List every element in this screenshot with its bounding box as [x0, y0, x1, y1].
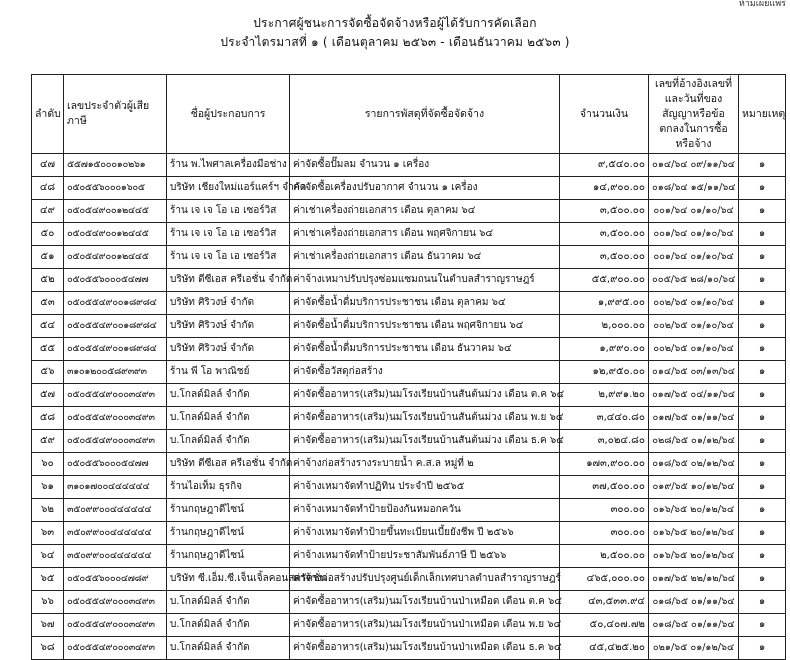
cell-tax-id: ๐๕๐๕๕๔๙๐๐๐๓๔๙๓: [64, 384, 167, 407]
cell-vendor: ร้าน พ.ไพศาลเครื่องมือช่าง: [167, 154, 290, 177]
cell-tax-id: ๓๑๐๑๒๐๐๕๘๙๓๙๓: [64, 361, 167, 384]
cell-note: ๑: [739, 453, 786, 476]
cell-reference: ๐๑๖/๖๕ ๒๐/๑๒/๖๔: [649, 499, 739, 522]
cell-reference: ๐๐๑/๖๔ ๐๑/๑๐/๖๔: [649, 200, 739, 223]
table-row: [32, 430, 786, 453]
corner-mark: ห้ามเผยแพร่: [738, 0, 786, 9]
cell-amount: ๑๒,๙๕๐.๐๐: [560, 361, 649, 384]
cell-note: ๑: [739, 315, 786, 338]
cell-no: ๔๙: [32, 200, 64, 223]
cell-reference: ๐๑๙/๖๕ ๑๐/๑๒/๖๔: [649, 476, 739, 499]
cell-tax-id: ๐๕๐๕๔๙๐๐๑๒๔๔๕: [64, 246, 167, 269]
cell-note: ๑: [739, 269, 786, 292]
cell-vendor: บริษัท ดีซีเอส ครีเอชั่น จำกัด: [167, 453, 290, 476]
cell-tax-id: ๐๕๐๕๕๔๙๐๐๑๘๙๘๔: [64, 338, 167, 361]
cell-vendor: บริษัท ดีซีเอส ครีเอชั่น จำกัด: [167, 269, 290, 292]
cell-tax-id: ๐๕๐๕๕๖๐๐๐๕๔๗๗: [64, 269, 167, 292]
table-row: [32, 315, 786, 338]
table-row: [32, 223, 786, 246]
cell-no: ๖๕: [32, 568, 64, 591]
cell-amount: ๑๔,๙๐๐.๐๐: [560, 177, 649, 200]
cell-note: ๑: [739, 614, 786, 637]
cell-amount: ๕๕,๙๐๐.๐๐: [560, 269, 649, 292]
table-row: [32, 499, 786, 522]
col-header-vendor: ชื่อผู้ประกอบการ: [167, 75, 290, 154]
cell-tax-id: ๕๕๗๑๕๐๐๐๑๐๒๖๑: [64, 154, 167, 177]
cell-note: ๑: [739, 407, 786, 430]
cell-no: ๖๒: [32, 499, 64, 522]
cell-reference: ๐๐๒/๖๕ ๐๑/๑๐/๖๔: [649, 292, 739, 315]
cell-note: ๑: [739, 499, 786, 522]
cell-amount: ๓๗,๕๐๐.๐๐: [560, 476, 649, 499]
table-row: [32, 614, 786, 637]
cell-reference: ๐๑๗/๖๕ ๒๒/๑๒/๖๔: [649, 568, 739, 591]
table-row: [32, 453, 786, 476]
cell-item: ค่าจ้างเหมาจัดทำปฏิทิน ประจำปี ๒๕๖๕: [290, 476, 560, 499]
table-row: [32, 522, 786, 545]
table-body: [32, 154, 786, 660]
col-header-no: ลำดับ: [32, 75, 64, 154]
cell-no: ๕๐: [32, 223, 64, 246]
table-row: [32, 154, 786, 177]
cell-tax-id: ๐๕๐๕๕๖๐๐๐๑๖๐๕: [64, 177, 167, 200]
cell-amount: ๓๐๐.๐๐: [560, 499, 649, 522]
cell-reference: ๐๐๑/๖๔ ๐๑/๑๐/๖๔: [649, 246, 739, 269]
cell-no: ๕๗: [32, 384, 64, 407]
cell-no: ๖๓: [32, 522, 64, 545]
cell-vendor: บ.โกลด์มิลล์ จำกัด: [167, 614, 290, 637]
cell-item: ค่าจัดซื้อน้ำดื่มบริการประชาชน เดือน ตุลาคม ๖๔: [290, 292, 560, 315]
col-header-note: หมายเหตุ: [739, 75, 786, 154]
cell-tax-id: ๐๕๐๕๕๔๙๐๐๑๘๙๘๔: [64, 315, 167, 338]
cell-note: ๑: [739, 154, 786, 177]
cell-amount: ๑,๙๙๕.๐๐: [560, 292, 649, 315]
table-row: [32, 246, 786, 269]
document-title: ประกาศผู้ชนะการจัดซื้อจัดจ้างหรือผู้ได้รับการคัดเลือก: [253, 16, 537, 30]
cell-no: ๔๘: [32, 177, 64, 200]
table-row: [32, 407, 786, 430]
cell-reference: ๐๐๒/๖๕ ๐๑/๑๐/๖๔: [649, 338, 739, 361]
cell-item: ค่าจ้างเหมาจัดทำป้ายขึ้นทะเบียนเบี้ยยังชีพ ปี ๒๕๖๖: [290, 522, 560, 545]
cell-reference: ๐๑๘/๖๕ ๐๑/๑๑/๖๔: [649, 591, 739, 614]
cell-note: ๑: [739, 200, 786, 223]
cell-note: ๑: [739, 223, 786, 246]
cell-tax-id: ๓๕๐๙๙๐๐๔๔๔๔๔๔: [64, 499, 167, 522]
cell-vendor: บ.โกลด์มิลล์ จำกัด: [167, 591, 290, 614]
cell-vendor: ร้าน เจ เจ โอ เอ เซอร์วิส: [167, 200, 290, 223]
cell-tax-id: ๐๕๐๕๔๙๐๐๑๒๔๔๕: [64, 223, 167, 246]
cell-vendor: บริษัท ศิริวงษ์ จำกัด: [167, 315, 290, 338]
cell-reference: ๐๑๖/๖๕ ๒๐/๑๒/๖๔: [649, 522, 739, 545]
cell-item: ค่าจัดซื้อน้ำดื่มบริการประชาชน เดือน ธันวาคม ๖๔: [290, 338, 560, 361]
cell-tax-id: ๐๕๐๕๕๔๙๐๐๐๓๔๙๓: [64, 614, 167, 637]
cell-reference: ๐๑๔/๖๕ ๐๓/๑๓/๖๔: [649, 361, 739, 384]
cell-tax-id: ๐๕๐๕๔๙๐๐๑๒๔๔๕: [64, 200, 167, 223]
col-header-tax-id: เลขประจำตัวผู้เสียภาษี: [64, 75, 167, 154]
cell-note: ๑: [739, 292, 786, 315]
cell-vendor: ร้านกฤษฎาดีไซน์: [167, 545, 290, 568]
table-row: [32, 338, 786, 361]
cell-note: ๑: [739, 430, 786, 453]
table-row: [32, 200, 786, 223]
cell-item: ค่าจัดซื้ออาหาร(เสริม)นมโรงเรียนบ้านสันต้นม่วง เดือน ต.ค ๖๔: [290, 384, 560, 407]
cell-no: ๔๗: [32, 154, 64, 177]
cell-no: ๕๕: [32, 338, 64, 361]
table-row: [32, 292, 786, 315]
cell-no: ๕๒: [32, 269, 64, 292]
cell-note: ๑: [739, 338, 786, 361]
cell-tax-id: ๐๕๐๕๕๔๙๐๐๐๓๔๙๓: [64, 591, 167, 614]
cell-vendor: บ.โกลด์มิลล์ จำกัด: [167, 407, 290, 430]
cell-tax-id: ๐๕๐๕๕๔๙๐๐๐๓๔๙๓: [64, 407, 167, 430]
cell-no: ๕๔: [32, 315, 64, 338]
cell-vendor: ร้านกฤษฎาดีไซน์: [167, 499, 290, 522]
cell-no: ๕๘: [32, 407, 64, 430]
cell-vendor: บ.โกลด์มิลล์ จำกัด: [167, 430, 290, 453]
cell-amount: ๑๗๓,๙๐๐.๐๐: [560, 453, 649, 476]
cell-vendor: บริษัท ซี.เอ็ม.ซี.เจ็นเจิ้ลคอนสตรัคชั่น: [167, 568, 290, 591]
cell-amount: ๓๐๐.๐๐: [560, 522, 649, 545]
cell-amount: ๒,๙๙๑.๒๐: [560, 384, 649, 407]
cell-vendor: ร้าน เจ เจ โอ เอ เซอร์วิส: [167, 223, 290, 246]
cell-reference: ๐๐๕/๖๕ ๒๘/๑๐/๖๔: [649, 269, 739, 292]
table-header-row: [32, 75, 786, 154]
cell-no: ๖๘: [32, 637, 64, 660]
cell-note: ๑: [739, 545, 786, 568]
cell-item: ค่าเช่าเครื่องถ่ายเอกสาร เดือน ตุลาคม ๖๔: [290, 200, 560, 223]
cell-amount: ๙,๕๔๐.๐๐: [560, 154, 649, 177]
cell-vendor: บ.โกลด์มิลล์ จำกัด: [167, 637, 290, 660]
col-header-item: รายการพัสดุที่จัดซื้อจัดจ้าง: [290, 75, 560, 154]
cell-no: ๖๐: [32, 453, 64, 476]
cell-amount: ๓,๕๐๐.๐๐: [560, 246, 649, 269]
cell-note: ๑: [739, 177, 786, 200]
cell-vendor: ร้านกฤษฎาดีไซน์: [167, 522, 290, 545]
cell-item: ค่าจัดซื้อเครื่องปรับอากาศ จำนวน ๑ เครื่อง: [290, 177, 560, 200]
table-row: [32, 637, 786, 660]
cell-reference: ๐๑๘/๖๔ ๑๕/๑๑/๖๔: [649, 177, 739, 200]
cell-amount: ๓,๕๐๐.๐๐: [560, 200, 649, 223]
cell-amount: ๕๐,๔๐๗.๗๒: [560, 614, 649, 637]
table-row: [32, 568, 786, 591]
cell-item: ค่าจัดซื้อปั๊มลม จำนวน ๑ เครื่อง: [290, 154, 560, 177]
cell-amount: ๑,๙๙๐.๐๐: [560, 338, 649, 361]
cell-note: ๑: [739, 591, 786, 614]
cell-note: ๑: [739, 568, 786, 591]
cell-item: ค่าจัดซื้ออาหาร(เสริม)นมโรงเรียนบ้านสันต้นม่วง เดือน ธ.ค ๖๔: [290, 430, 560, 453]
cell-amount: ๓,๕๐๐.๐๐: [560, 223, 649, 246]
cell-no: ๕๓: [32, 292, 64, 315]
cell-tax-id: ๐๕๐๕๕๖๐๐๐๕๔๗๗: [64, 453, 167, 476]
document-header: [0, 14, 790, 52]
cell-no: ๖๔: [32, 545, 64, 568]
cell-item: ค่าจ้างเหมาปรับปรุงซ่อมแซมถนนในตำบลสำราญราษฎร์: [290, 269, 560, 292]
cell-amount: ๔๕,๔๒๕.๒๐: [560, 637, 649, 660]
cell-item: ค่าจัดซื้ออาหาร(เสริม)นมโรงเรียนบ้านป่าเหมือด เดือน ต.ค ๖๔: [290, 591, 560, 614]
table-row: [32, 177, 786, 200]
cell-reference: ๐๒๑/๖๕ ๐๑/๑๒/๖๔: [649, 637, 739, 660]
cell-item: ค่าจัดซื้อน้ำดื่มบริการประชาชน เดือน พฤศจิกายน ๖๔: [290, 315, 560, 338]
cell-item: ค่าเช่าเครื่องถ่ายเอกสาร เดือน พฤศจิกายน ๖๔: [290, 223, 560, 246]
cell-item: ค่าจัดซื้ออาหาร(เสริม)นมโรงเรียนบ้านป่าเหมือด เดือน ธ.ค ๖๔: [290, 637, 560, 660]
cell-item: ค่าจ้างก่อสร้างปรับปรุงศูนย์เด็กเล็กเทศบาลตำบลสำราญราษฎร์: [290, 568, 560, 591]
cell-amount: ๓,๔๔๐.๘๐: [560, 407, 649, 430]
cell-vendor: บริษัท ศิริวงษ์ จำกัด: [167, 338, 290, 361]
cell-amount: ๔๓,๕๓๓.๙๔: [560, 591, 649, 614]
cell-no: ๖๖: [32, 591, 64, 614]
cell-no: ๖๑: [32, 476, 64, 499]
cell-vendor: ร้านไอเท็ม ธุรกิจ: [167, 476, 290, 499]
cell-reference: ๐๑๗/๖๕ ๐๑/๑๑/๖๔: [649, 407, 739, 430]
cell-vendor: บริษัท ศิริวงษ์ จำกัด: [167, 292, 290, 315]
cell-reference: ๐๒๘/๖๕ ๐๑/๑๒/๖๔: [649, 430, 739, 453]
cell-no: ๕๖: [32, 361, 64, 384]
cell-note: ๑: [739, 361, 786, 384]
cell-note: ๑: [739, 522, 786, 545]
cell-item: ค่าจัดซื้อวัสดุก่อสร้าง: [290, 361, 560, 384]
cell-tax-id: ๐๕๐๕๕๔๙๐๐๑๘๙๘๔: [64, 292, 167, 315]
cell-vendor: ร้าน พี โอ พาณิชย์: [167, 361, 290, 384]
table-row: [32, 384, 786, 407]
cell-reference: ๐๐๑/๖๔ ๐๑/๑๐/๖๔: [649, 223, 739, 246]
cell-amount: ๒,๕๐๐.๐๐: [560, 545, 649, 568]
cell-tax-id: ๐๕๐๕๕๖๐๐๐๔๗๘๙: [64, 568, 167, 591]
col-header-amount: จำนวนเงิน: [560, 75, 649, 154]
cell-tax-id: ๓๑๐๑๗๐๐๔๔๔๔๔๔: [64, 476, 167, 499]
cell-no: ๖๗: [32, 614, 64, 637]
cell-amount: ๓,๐๒๔.๘๐: [560, 430, 649, 453]
cell-note: ๑: [739, 476, 786, 499]
table-row: [32, 361, 786, 384]
cell-tax-id: ๓๕๐๙๙๐๐๔๔๔๔๔๔: [64, 545, 167, 568]
cell-reference: ๐๑๘/๖๕ ๐๒/๑๒/๖๔: [649, 453, 739, 476]
cell-item: ค่าจ้างเหมาจัดทำป้ายประชาสัมพันธ์ภาษี ปี ๒๕๖๖: [290, 545, 560, 568]
cell-item: ค่าจ้างเหมาจัดทำป้ายป้องกันหมอกควัน: [290, 499, 560, 522]
col-header-reference: เลขที่อ้างอิงเลขที่และวันที่ของสัญญาหรือข้อตกลงในการซื้อหรือจ้าง: [649, 75, 739, 154]
cell-reference: ๐๑๘/๖๕ ๐๑/๑๑/๖๔: [649, 614, 739, 637]
cell-item: ค่าเช่าเครื่องถ่ายเอกสาร เดือน ธันวาคม ๖๔: [290, 246, 560, 269]
cell-item: ค่าจ้างก่อสร้างรางระบายน้ำ ค.ส.ล หมู่ที่ ๒: [290, 453, 560, 476]
cell-reference: ๐๐๒/๖๕ ๐๑/๑๐/๖๔: [649, 315, 739, 338]
cell-vendor: ร้าน เจ เจ โอ เอ เซอร์วิส: [167, 246, 290, 269]
cell-note: ๑: [739, 246, 786, 269]
cell-tax-id: ๓๕๐๙๙๐๐๔๔๔๔๔๔: [64, 522, 167, 545]
cell-reference: ๐๑๔/๖๔ ๐๙/๑๑/๖๔: [649, 154, 739, 177]
cell-vendor: บ.โกลด์มิลล์ จำกัด: [167, 384, 290, 407]
document-subtitle: ประจำไตรมาสที่ ๑ ( เดือนตุลาคม ๒๕๖๓ - เดือนธันวาคม ๒๕๖๓ ): [220, 35, 570, 49]
table-row: [32, 591, 786, 614]
cell-note: ๑: [739, 637, 786, 660]
table-row: [32, 269, 786, 292]
cell-no: ๕๙: [32, 430, 64, 453]
cell-amount: ๔๖๕,๐๐๐.๐๐: [560, 568, 649, 591]
table-row: [32, 545, 786, 568]
table-row: [32, 476, 786, 499]
cell-item: ค่าจัดซื้ออาหาร(เสริม)นมโรงเรียนบ้านป่าเหมือด เดือน พ.ย ๖๔: [290, 614, 560, 637]
cell-tax-id: ๐๕๐๕๕๔๙๐๐๐๓๔๙๓: [64, 637, 167, 660]
procurement-table: [31, 74, 786, 660]
cell-item: ค่าจัดซื้ออาหาร(เสริม)นมโรงเรียนบ้านสันต้นม่วง เดือน พ.ย ๖๔: [290, 407, 560, 430]
cell-note: ๑: [739, 384, 786, 407]
cell-reference: ๐๑๖/๖๕ ๒๐/๑๒/๖๔: [649, 545, 739, 568]
cell-amount: ๒,๐๐๐.๐๐: [560, 315, 649, 338]
cell-vendor: บริษัท เชียงใหม่แอร์แคร์ฯ จำกัด: [167, 177, 290, 200]
cell-tax-id: ๐๕๐๕๕๔๙๐๐๐๓๔๙๓: [64, 430, 167, 453]
cell-reference: ๐๑๗/๖๕ ๐๔/๑๑/๖๔: [649, 384, 739, 407]
cell-no: ๕๑: [32, 246, 64, 269]
